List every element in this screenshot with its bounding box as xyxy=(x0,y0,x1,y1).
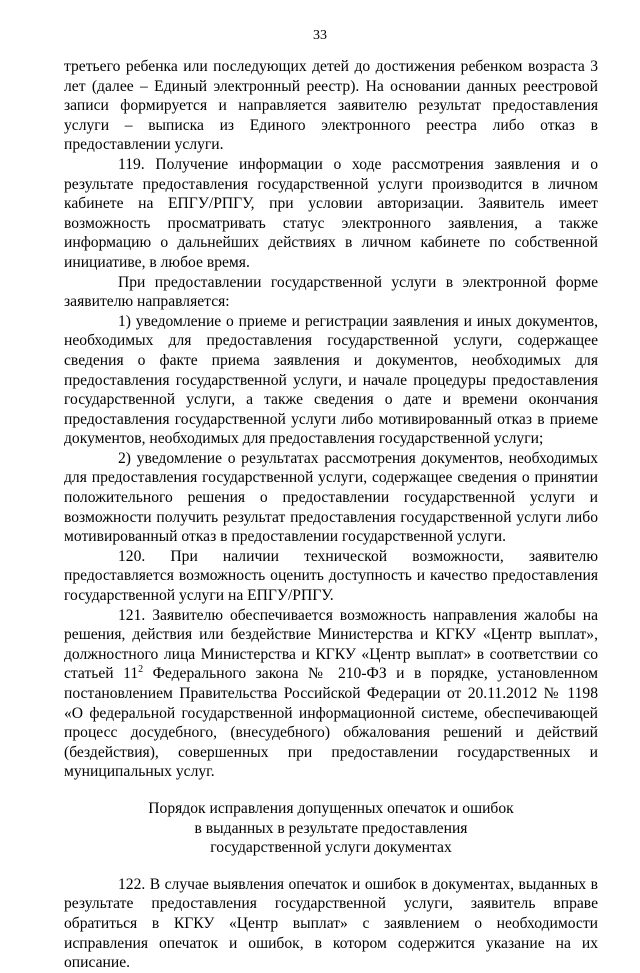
paragraph-121-part-b: Федерального закона № 210-ФЗ и в порядке, установленном постановлением Правительства Российской Федерации от 20.11.2012 № 1198 «О федеральной государственной информационной системе, обеспечивающей процесс досудебного, (внесудебного) обжалования решений и действий (бездействия), совершенных при предоставлении государственных и муниципальных услуг. xyxy=(64,665,598,781)
paragraph-electronic-form-intro: При предоставлении государственной услуги в электронной форме заявителю направляется: xyxy=(64,273,598,311)
paragraph-121-part-a: 121. Заявителю обеспечивается возможность направления жалобы на решения, действия или бездействие Министерства и КГКУ «Центр выплат», должностного лица Министерства и КГКУ «Центр выплат» в соответствии со статьей 11 xyxy=(64,606,598,683)
section-heading xyxy=(64,799,598,858)
page-number: 33 xyxy=(313,28,327,43)
paragraph-item-2: 2) уведомление о результатах рассмотрения документов, необходимых для предоставления государственной услуги, содержащее сведения о принятии положительного решения о предоставлении государственной услуги и возможности получить результат предоставления государственной услуги либо мотивированный отказ в предоставлении государственной услуги. xyxy=(64,449,598,546)
paragraph-121 xyxy=(64,606,598,782)
paragraph-120: 120. При наличии технической возможности, заявителю предоставляется возможность оценить доступность и качество предоставления государственной услуги на ЕПГУ/РПГУ. xyxy=(64,547,598,605)
section-heading-line-3: государственной услуги документах xyxy=(210,839,452,857)
paragraph-119: 119. Получение информации о ходе рассмотрения заявления и о результате предоставления государственной услуги производится в личном кабинете на ЕПГУ/РПГУ, при условии авторизации. Заявитель имеет возможность просматривать статус электронного заявления, а также информацию о дальнейших действиях в личном кабинете по собственной инициативе, в любое время. xyxy=(64,155,598,271)
document-body xyxy=(64,57,598,973)
section-heading-line-2: в выданных в результате предоставления xyxy=(194,819,468,837)
section-heading-line-1: Порядок исправления допущенных опечаток и ошибок xyxy=(148,799,514,817)
paragraph-121-superscript: 2 xyxy=(138,664,144,676)
paragraph-item-1: 1) уведомление о приеме и регистрации заявления и иных документов, необходимых для предоставления государственной услуги, содержащее сведения о факте приема заявления и документов, необходимых для предоставления государственной услуги, и начале процедуры предоставления государственной услуги, а также сведения о дате и времени окончания предоставления государственной услуги либо мотивированный отказ в приеме документов, необходимых для предоставления государственной услуги; xyxy=(64,312,598,448)
paragraph-122: 122. В случае выявления опечаток и ошибок в документах, выданных в результате предоставления государственной услуги, заявитель вправе обратиться в КГКУ «Центр выплат» с заявлением о необходимости исправления опечаток и ошибок, в котором содержится указание на их описание. xyxy=(64,875,598,972)
paragraph-continuation: третьего ребенка или последующих детей до достижения ребенком возраста 3 лет (далее – Единый электронный реестр). На основании данных реестровой записи формируется и направляется заявителю результат предоставления услуги – выписка из Единого электронного реестра либо отказ в предоставлении услуги. xyxy=(64,58,598,154)
